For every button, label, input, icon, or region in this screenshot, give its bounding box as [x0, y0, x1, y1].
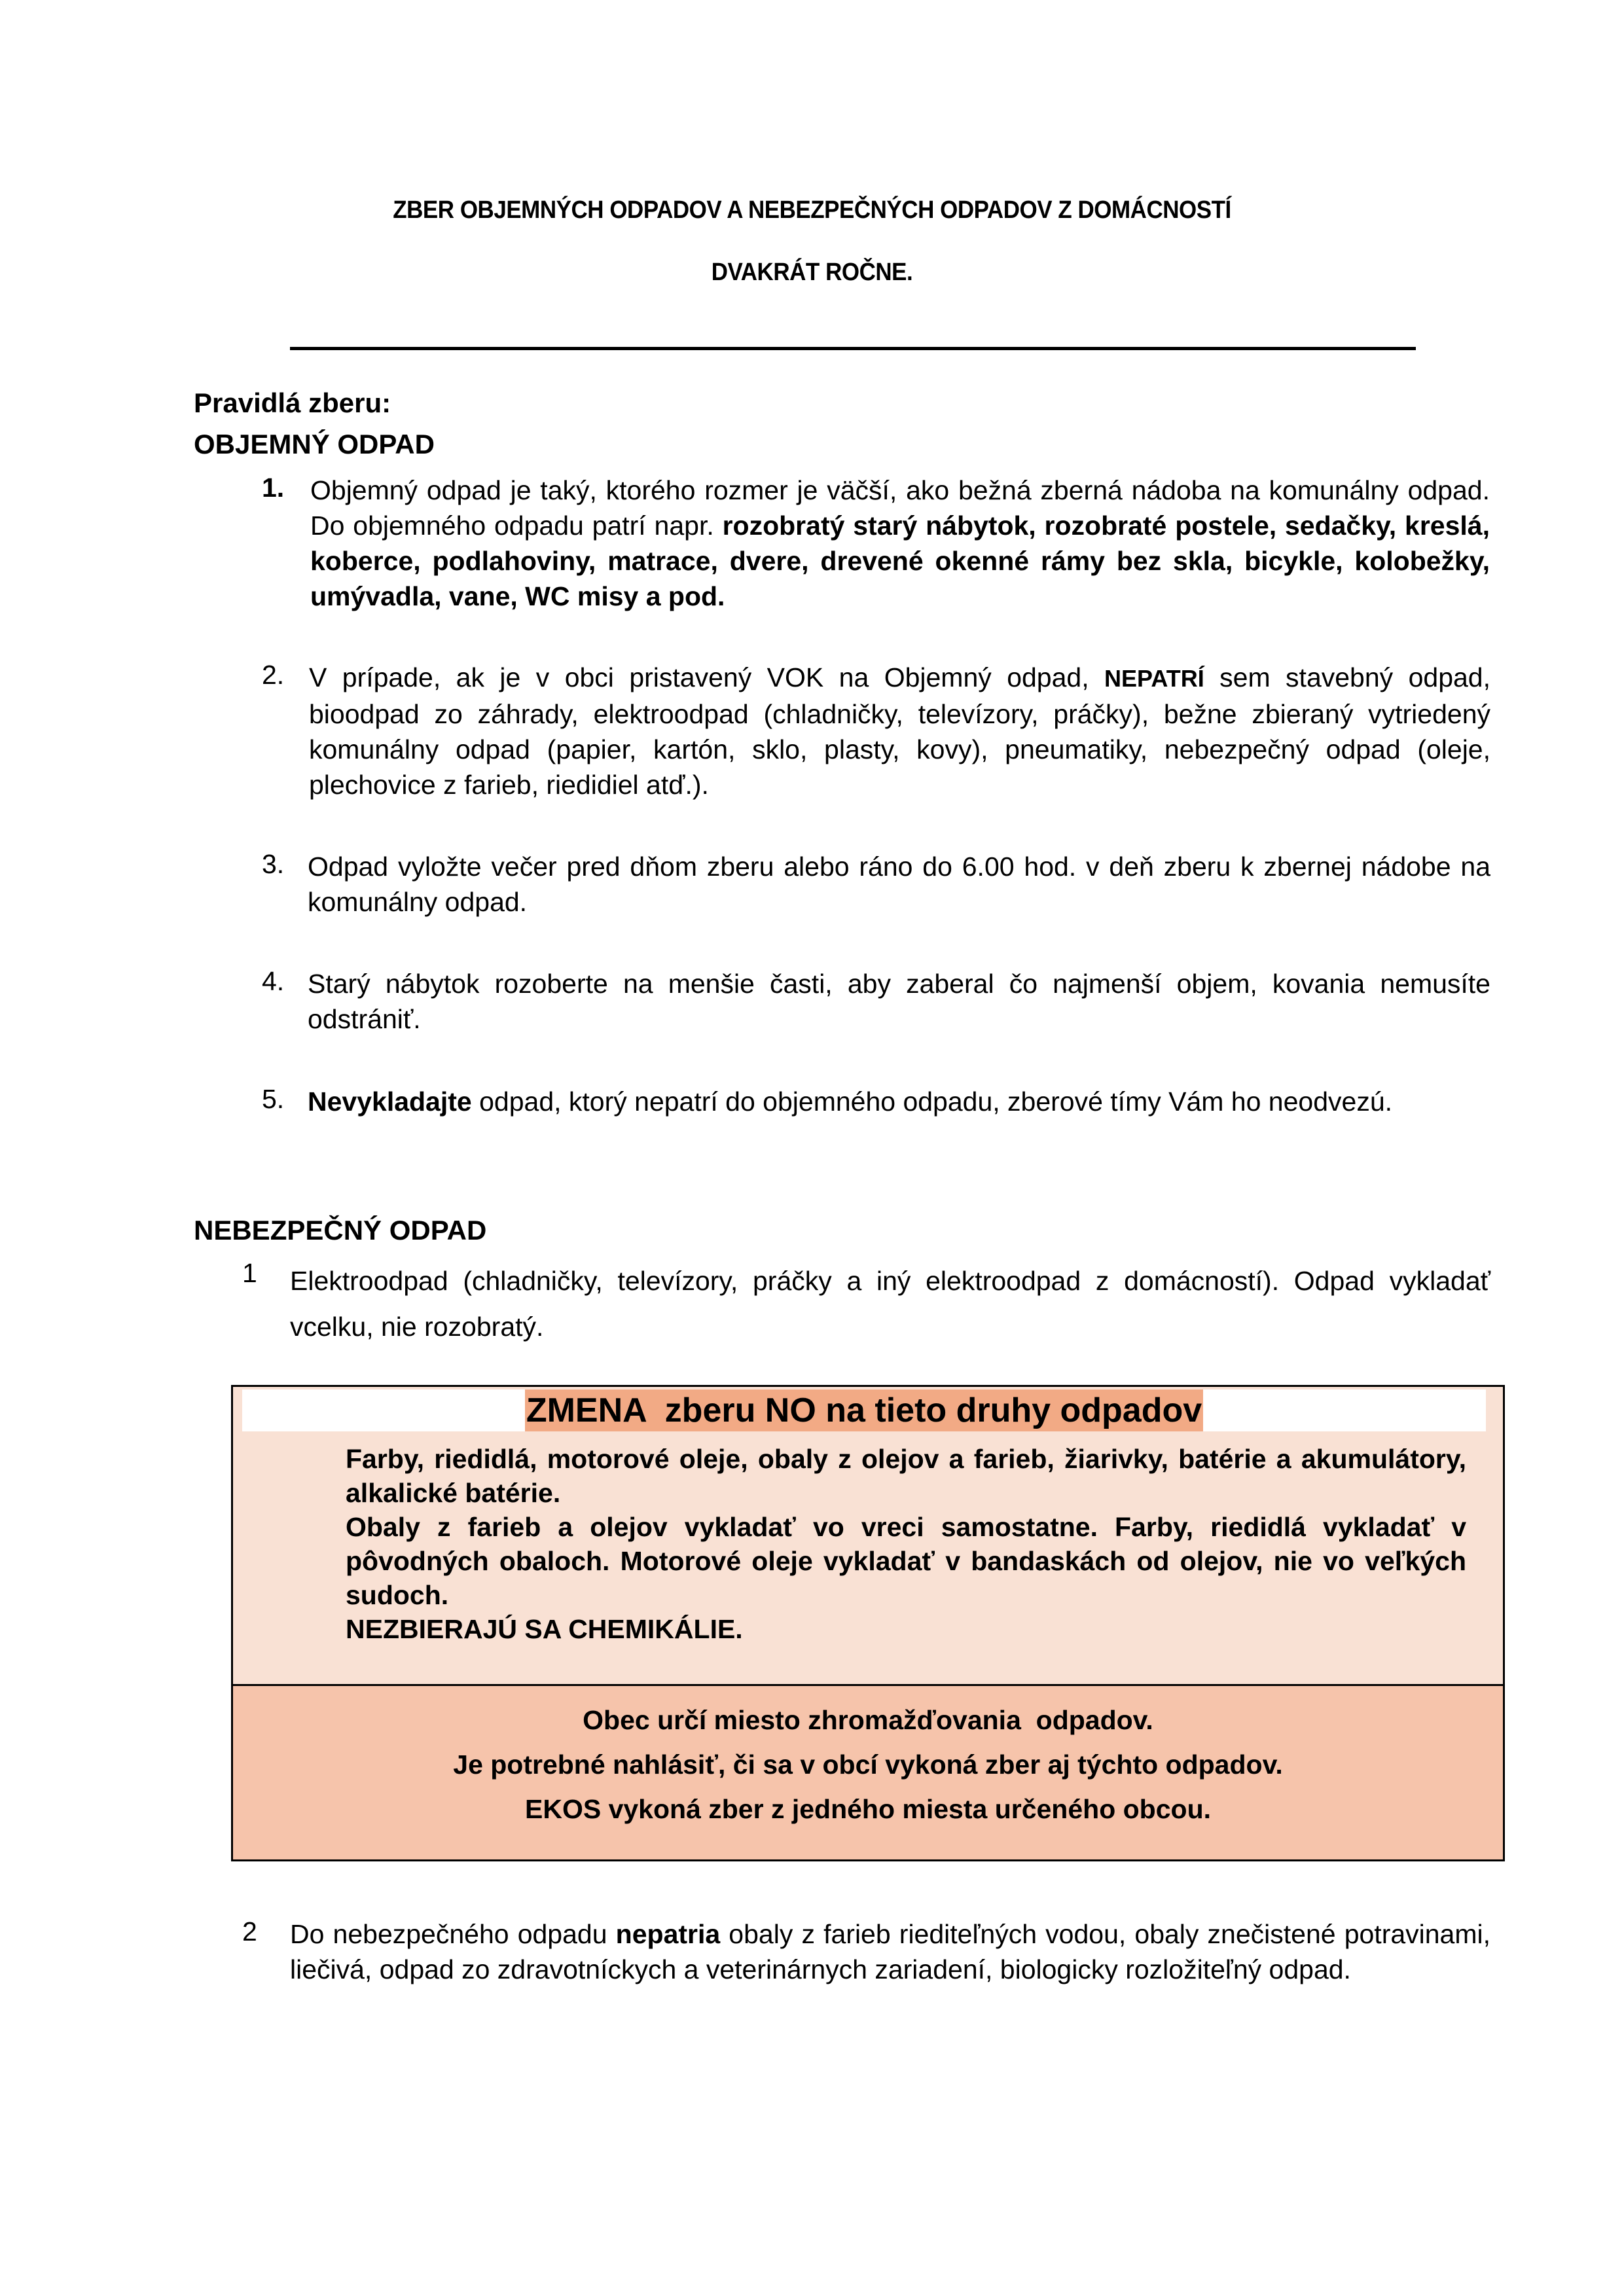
list-text: [290, 1916, 1490, 1987]
list-number: 2: [242, 1916, 257, 1946]
list-number: 2.: [262, 660, 285, 690]
list-text: [309, 660, 1490, 802]
list-text: Elektroodpad (chladničky, televízory, práčky a iný elektroodpad z domácností). Odpad vykladať vcelku, nie rozobratý.: [290, 1266, 1490, 1342]
notice-paragraph: Farby, riedidlá, motorové oleje, obaly z olejov a farieb, žiarivky, batérie a akumulátory, alkalické batérie.: [346, 1444, 1466, 1508]
list-text-plain: Objemný odpad je taký, ktorého rozmer je väčší, ako bežná zberná nádoba na komunálny odpad. Do objemného odpadu patrí napr.: [310, 475, 1490, 541]
list-text: Starý nábytok rozoberte na menšie časti, aby zaberal čo najmenší objem, kovania nemusíte odstrániť.: [308, 969, 1490, 1034]
list-text-after: obaly z farieb riediteľných vodou, obaly znečistené potravinami, liečivá, odpad zo zdravotníckych a veterinárnych zariadení, biologicky rozložiteľný odpad.: [290, 1919, 1491, 1984]
list-text-after: odpad, ktorý nepatrí do objemného odpadu, zberové tímy Vám ho neodvezú.: [471, 1086, 1393, 1117]
list-text-bold: nepatria: [615, 1919, 721, 1949]
list-text-before: V prípade, ak je v obci pristavený VOK na Objemný odpad,: [309, 662, 1105, 692]
list-text-bold: Nevykladajte: [308, 1086, 472, 1117]
notice-body: [346, 1442, 1466, 1646]
list-text-before: Do nebezpečného odpadu: [290, 1919, 616, 1949]
title-separator-line: [290, 347, 1416, 350]
list-number: 1: [242, 1258, 257, 1288]
list-text: [310, 473, 1490, 614]
bulky-waste-heading: OBJEMNÝ ODPAD: [194, 429, 435, 459]
notice-lower-line: EKOS vykoná zber z jedného miesta určeného obcou.: [524, 1794, 1212, 1824]
notice-lower-line: Obec určí miesto zhromažďovania odpadov.: [583, 1705, 1153, 1735]
hazardous-waste-heading: NEBEZPEČNÝ ODPAD: [194, 1215, 487, 1246]
notice-title-band: [242, 1390, 1486, 1431]
list-text-after: sem stavebný odpad, bioodpad zo záhrady, elektroodpad (chladničky, televízory, práčky), bežne zbieraný vytriedený komunálny odpad (papier, kartón, sklo, plasty, kovy), pneumatiky, nebezpečný odpad (oleje, plechovice z farieb, riedidiel atď.).: [309, 662, 1490, 800]
list-text-bold: NEPATRÍ: [1104, 665, 1204, 692]
notice-lower-section: [233, 1684, 1503, 1859]
notice-paragraph: Obaly z farieb a olejov vykladať vo vreci samostatne. Farby, riedidlá vykladať v pôvodných obaloch. Motorové oleje vykladať v bandaskách od olejov, nie vo veľkých sudoch.: [346, 1512, 1466, 1610]
list-text: [308, 1084, 1490, 1119]
notice-title: ZMENA zberu NO na tieto druhy odpadov: [525, 1390, 1203, 1431]
list-number: 1.: [262, 473, 285, 503]
notice-lower-line: Je potrebné nahlásiť, či sa v obcí vykoná zber aj týchto odpadov.: [453, 1749, 1283, 1780]
rules-heading: Pravidlá zberu:: [194, 387, 391, 418]
list-text: Odpad vyložte večer pred dňom zberu alebo ráno do 6.00 hod. v deň zberu k zbernej nádobe na komunálny odpad.: [308, 852, 1490, 917]
collection-change-notice-box: [231, 1385, 1505, 1861]
document-title-line-2: DVAKRÁT ROČNE.: [711, 259, 913, 286]
list-number: 4.: [262, 966, 285, 996]
list-number: 3.: [262, 849, 285, 879]
list-text-bold: rozobratý starý nábytok, rozobraté postele, sedačky, kreslá, koberce, podlahoviny, matrace, dvere, drevené okenné rámy bez skla, bicykle, kolobežky, umývadla, vane, WC misy a pod.: [310, 511, 1490, 611]
document-title-line-1: ZBER OBJEMNÝCH ODPADOV A NEBEZPEČNÝCH ODPADOV Z DOMÁCNOSTÍ: [393, 196, 1231, 224]
list-number: 5.: [262, 1084, 285, 1114]
notice-paragraph: NEZBIERAJÚ SA CHEMIKÁLIE.: [346, 1614, 743, 1644]
